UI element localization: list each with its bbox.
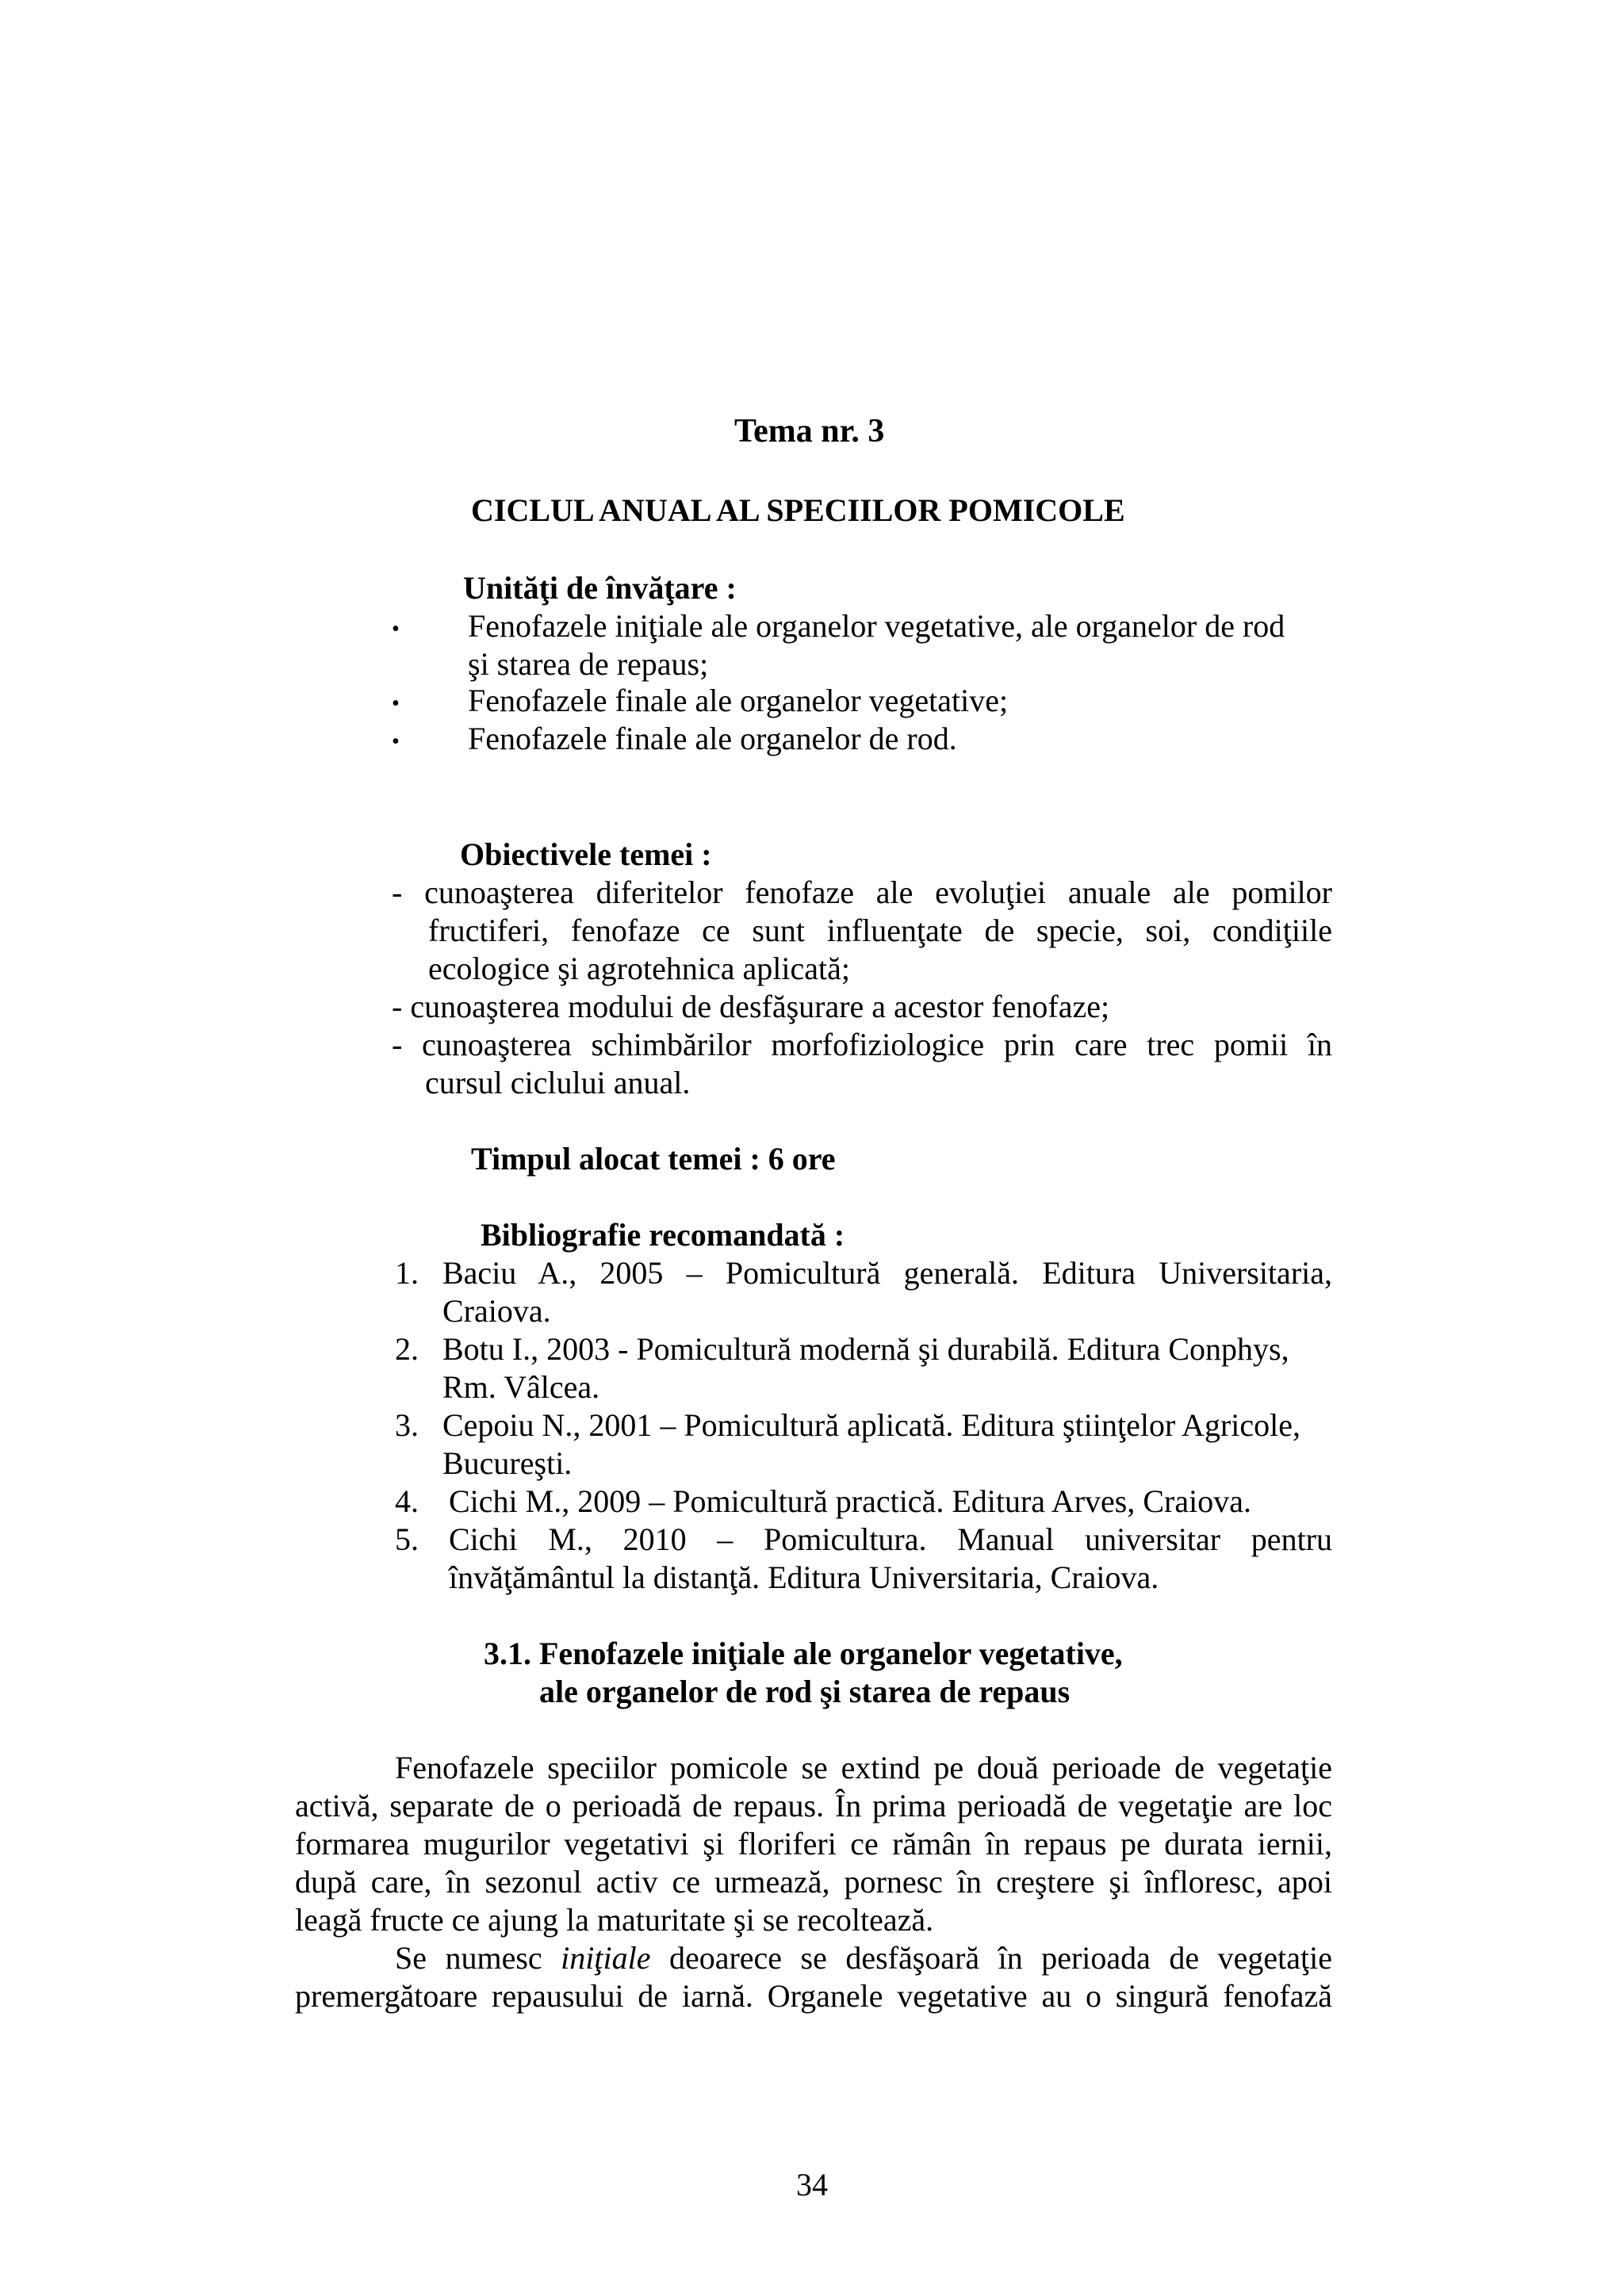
objective-1-line3: ecologice şi agrotehnica aplicată; <box>428 951 850 986</box>
bib-item-1-num: 1. <box>395 1255 419 1291</box>
bib-item-3-num: 3. <box>395 1407 419 1443</box>
body-p1-line1: Fenofazele speciilor pomicole se extind pe două perioade de vegetaţie <box>395 1750 1332 1785</box>
bullet-icon: • <box>392 691 400 716</box>
body-p2-line1 <box>395 1939 1332 1977</box>
bib-item-3-line2: Bucureşti. <box>442 1445 573 1481</box>
objective-3-line2: cursul ciclului anual. <box>425 1065 691 1100</box>
bib-item-2-line1: Botu I., 2003 - Pomicultură modernă şi durabilă. Editura Conphys, <box>442 1331 1289 1367</box>
objective-1-line1: - cunoaşterea diferitelor fenofaze ale evoluţiei anuale ale pomilor <box>392 874 1332 910</box>
body-p1-line5: leagă fructe ce ajung la maturitate şi se recoltează. <box>295 1902 934 1938</box>
bib-item-1-line2: Craiova. <box>442 1293 551 1329</box>
bib-item-5-line2: învăţământul la distanţă. Editura Universitaria, Craiova. <box>449 1559 1159 1595</box>
body-p1-line4: după care, în sezonul activ ce urmează, pornesc în creştere şi înfloresc, apoi <box>295 1864 1332 1900</box>
bib-item-4-line1: Cichi M., 2009 – Pomicultură practică. Editura Arves, Craiova. <box>449 1483 1251 1519</box>
units-item-2: Fenofazele finale ale organelor vegetative; <box>468 683 1009 718</box>
bib-item-5-line1: Cichi M., 2010 – Pomicultura. Manual universitar pentru <box>449 1521 1332 1557</box>
body-p2-italic-term: iniţiale <box>561 1940 651 1976</box>
page-number: 34 <box>796 2167 828 2202</box>
units-item-1-line1: Fenofazele iniţiale ale organelor vegetative, ale organelor de rod <box>468 608 1285 644</box>
body-p2-start: Se numesc <box>395 1940 561 1976</box>
bib-item-2-line2: Rm. Vâlcea. <box>442 1369 600 1405</box>
objective-2: - cunoaşterea modului de desfăşurare a acestor fenofaze; <box>392 989 1110 1024</box>
objectives-label: Obiectivele temei : <box>460 836 712 872</box>
units-item-1-line2: şi starea de repaus; <box>468 646 709 682</box>
body-p1-line2: activă, separate de o perioadă de repaus. În prima perioadă de vegetaţie are loc <box>295 1788 1332 1823</box>
bibliography-label: Bibliografie recomandată : <box>481 1217 845 1253</box>
bib-item-2-num: 2. <box>395 1331 419 1367</box>
bullet-icon: • <box>392 729 400 754</box>
units-label: Unităţi de învăţare : <box>463 570 737 606</box>
page-title: Tema nr. 3 <box>734 413 885 450</box>
body-p2-line2: premergătoare repausului de iarnă. Organele vegetative au o singură fenofază <box>295 1978 1332 2014</box>
section-heading-line2: ale organelor de rod şi starea de repaus <box>539 1674 1071 1709</box>
objective-1-line2: fructiferi, fenofaze ce sunt influenţate de specie, soi, condiţiile <box>428 913 1332 948</box>
section-heading-line1: 3.1. Fenofazele iniţiale ale organelor vegetative, <box>484 1636 1123 1671</box>
bib-item-4-num: 4. <box>395 1483 419 1519</box>
body-p2-rest: deoarece se desfăşoară în perioada de vegetaţie <box>650 1940 1332 1976</box>
objective-3-line1: - cunoaşterea schimbărilor morfofiziologice prin care trec pomii în <box>392 1027 1332 1062</box>
units-item-3: Fenofazele finale ale organelor de rod. <box>468 721 957 756</box>
body-p1-line3: formarea mugurilor vegetativi şi floriferi ce rămân în repaus pe durata iernii, <box>295 1826 1332 1862</box>
bib-item-1-line1: Baciu A., 2005 – Pomicultură generală. Editura Universitaria, <box>442 1255 1332 1291</box>
bib-item-5-num: 5. <box>395 1521 419 1557</box>
time-allocated: Timpul alocat temei : 6 ore <box>471 1141 836 1177</box>
bib-item-3-line1: Cepoiu N., 2001 – Pomicultură aplicată. Editura ştiinţelor Agricole, <box>442 1407 1300 1443</box>
bullet-icon: • <box>392 617 400 641</box>
chapter-heading: CICLUL ANUAL AL SPECIILOR POMICOLE <box>471 492 1125 528</box>
